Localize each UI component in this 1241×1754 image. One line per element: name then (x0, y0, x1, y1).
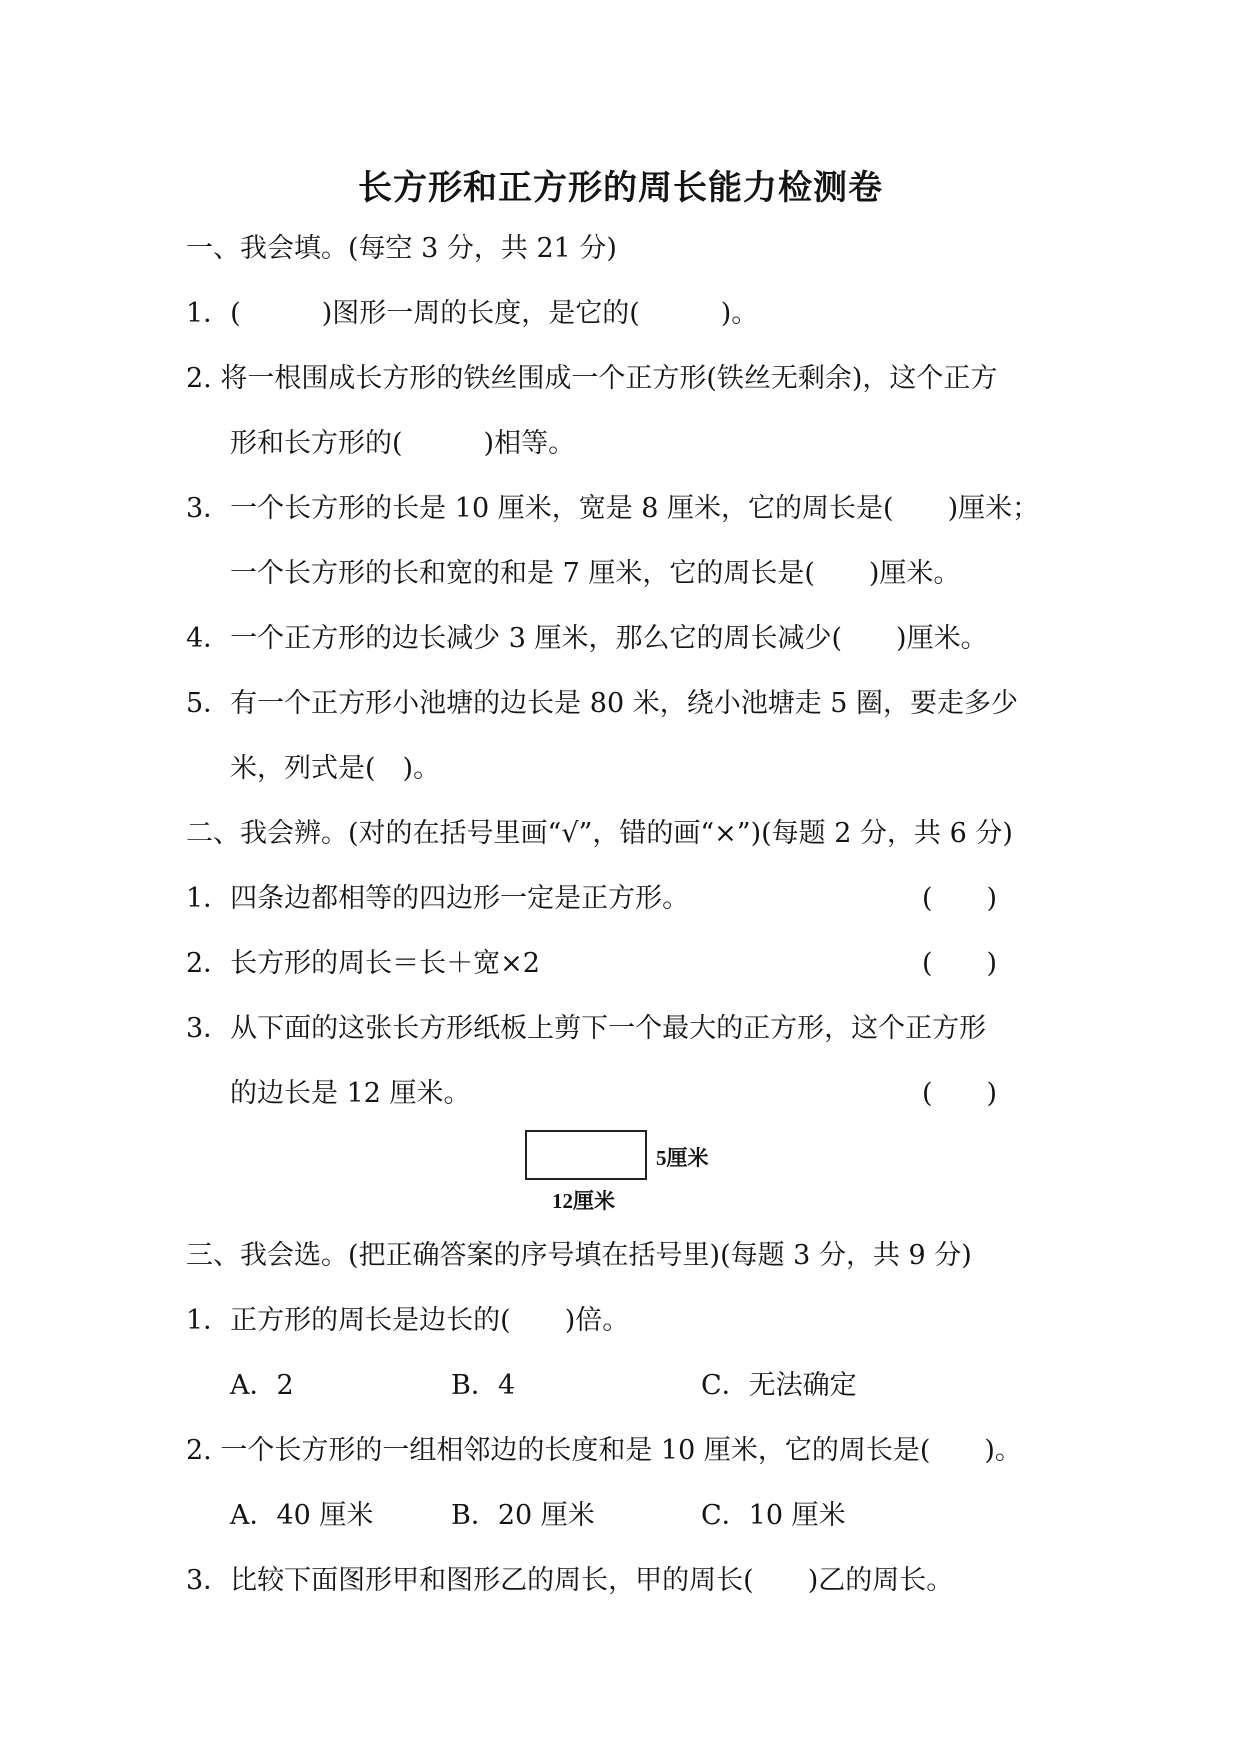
section1-heading: 一、我会填。(每空 3 分，共 21 分) (186, 233, 617, 264)
s2-question-2: 2．长方形的周长＝长＋宽×2 (186, 948, 540, 979)
s1-question-5-line2: 米，列式是( )。 (230, 753, 441, 784)
s2-answer-paren-2: ( ) (922, 948, 998, 979)
rectangle-width-label: 5厘米 (656, 1146, 709, 1170)
s2-question-3-line2: 的边长是 12 厘米。 (230, 1078, 471, 1109)
s3-question-3: 3．比较下面图形甲和图形乙的周长，甲的周长( )乙的周长。 (186, 1565, 954, 1596)
s3-question-2: 2. 一个长方形的一组相邻边的长度和是 10 厘米，它的周长是( )。 (186, 1435, 1022, 1466)
s3-q1-option-c: C．无法确定 (701, 1370, 857, 1401)
s3-q2-option-a: A．40 厘米 (230, 1500, 374, 1531)
s1-question-3-line2: 一个长方形的长和宽的和是 7 厘米，它的周长是( )厘米。 (230, 558, 961, 589)
s2-answer-paren-1: ( ) (922, 883, 998, 914)
s2-question-3-line1: 3．从下面的这张长方形纸板上剪下一个最大的正方形，这个正方形 (186, 1013, 987, 1044)
s1-question-4: 4．一个正方形的边长减少 3 厘米，那么它的周长减少( )厘米。 (186, 623, 988, 654)
s2-question-1: 1．四条边都相等的四边形一定是正方形。 (186, 883, 690, 914)
s3-q1-option-a: A．2 (230, 1370, 294, 1401)
s1-question-2-line1: 2. 将一根围成长方形的铁丝围成一个正方形(铁丝无剩余)，这个正方 (186, 363, 998, 394)
s1-question-1: 1．( )图形一周的长度，是它的( )。 (186, 298, 759, 329)
s3-q2-option-b: B．20 厘米 (451, 1500, 595, 1531)
s3-q1-option-b: B．4 (451, 1370, 516, 1401)
rectangle-length-label: 12厘米 (552, 1189, 615, 1213)
s2-answer-paren-3: ( ) (922, 1078, 998, 1109)
s1-question-2-line2: 形和长方形的( )相等。 (230, 428, 576, 459)
page-title: 长方形和正方形的周长能力检测卷 (358, 168, 883, 208)
s3-question-1: 1．正方形的周长是边长的( )倍。 (186, 1305, 630, 1336)
rectangle-diagram (525, 1130, 647, 1180)
s3-q2-option-c: C．10 厘米 (701, 1500, 846, 1531)
s1-question-5-line1: 5．有一个正方形小池塘的边长是 80 米，绕小池塘走 5 圈，要走多少 (186, 688, 1019, 719)
section2-heading: 二、我会辨。(对的在括号里画“√”，错的画“×”)(每题 2 分，共 6 分) (186, 818, 1013, 849)
section3-heading: 三、我会选。(把正确答案的序号填在括号里)(每题 3 分，共 9 分) (186, 1240, 972, 1271)
s1-question-3-line1: 3．一个长方形的长是 10 厘米，宽是 8 厘米，它的周长是( )厘米； (186, 493, 1040, 524)
